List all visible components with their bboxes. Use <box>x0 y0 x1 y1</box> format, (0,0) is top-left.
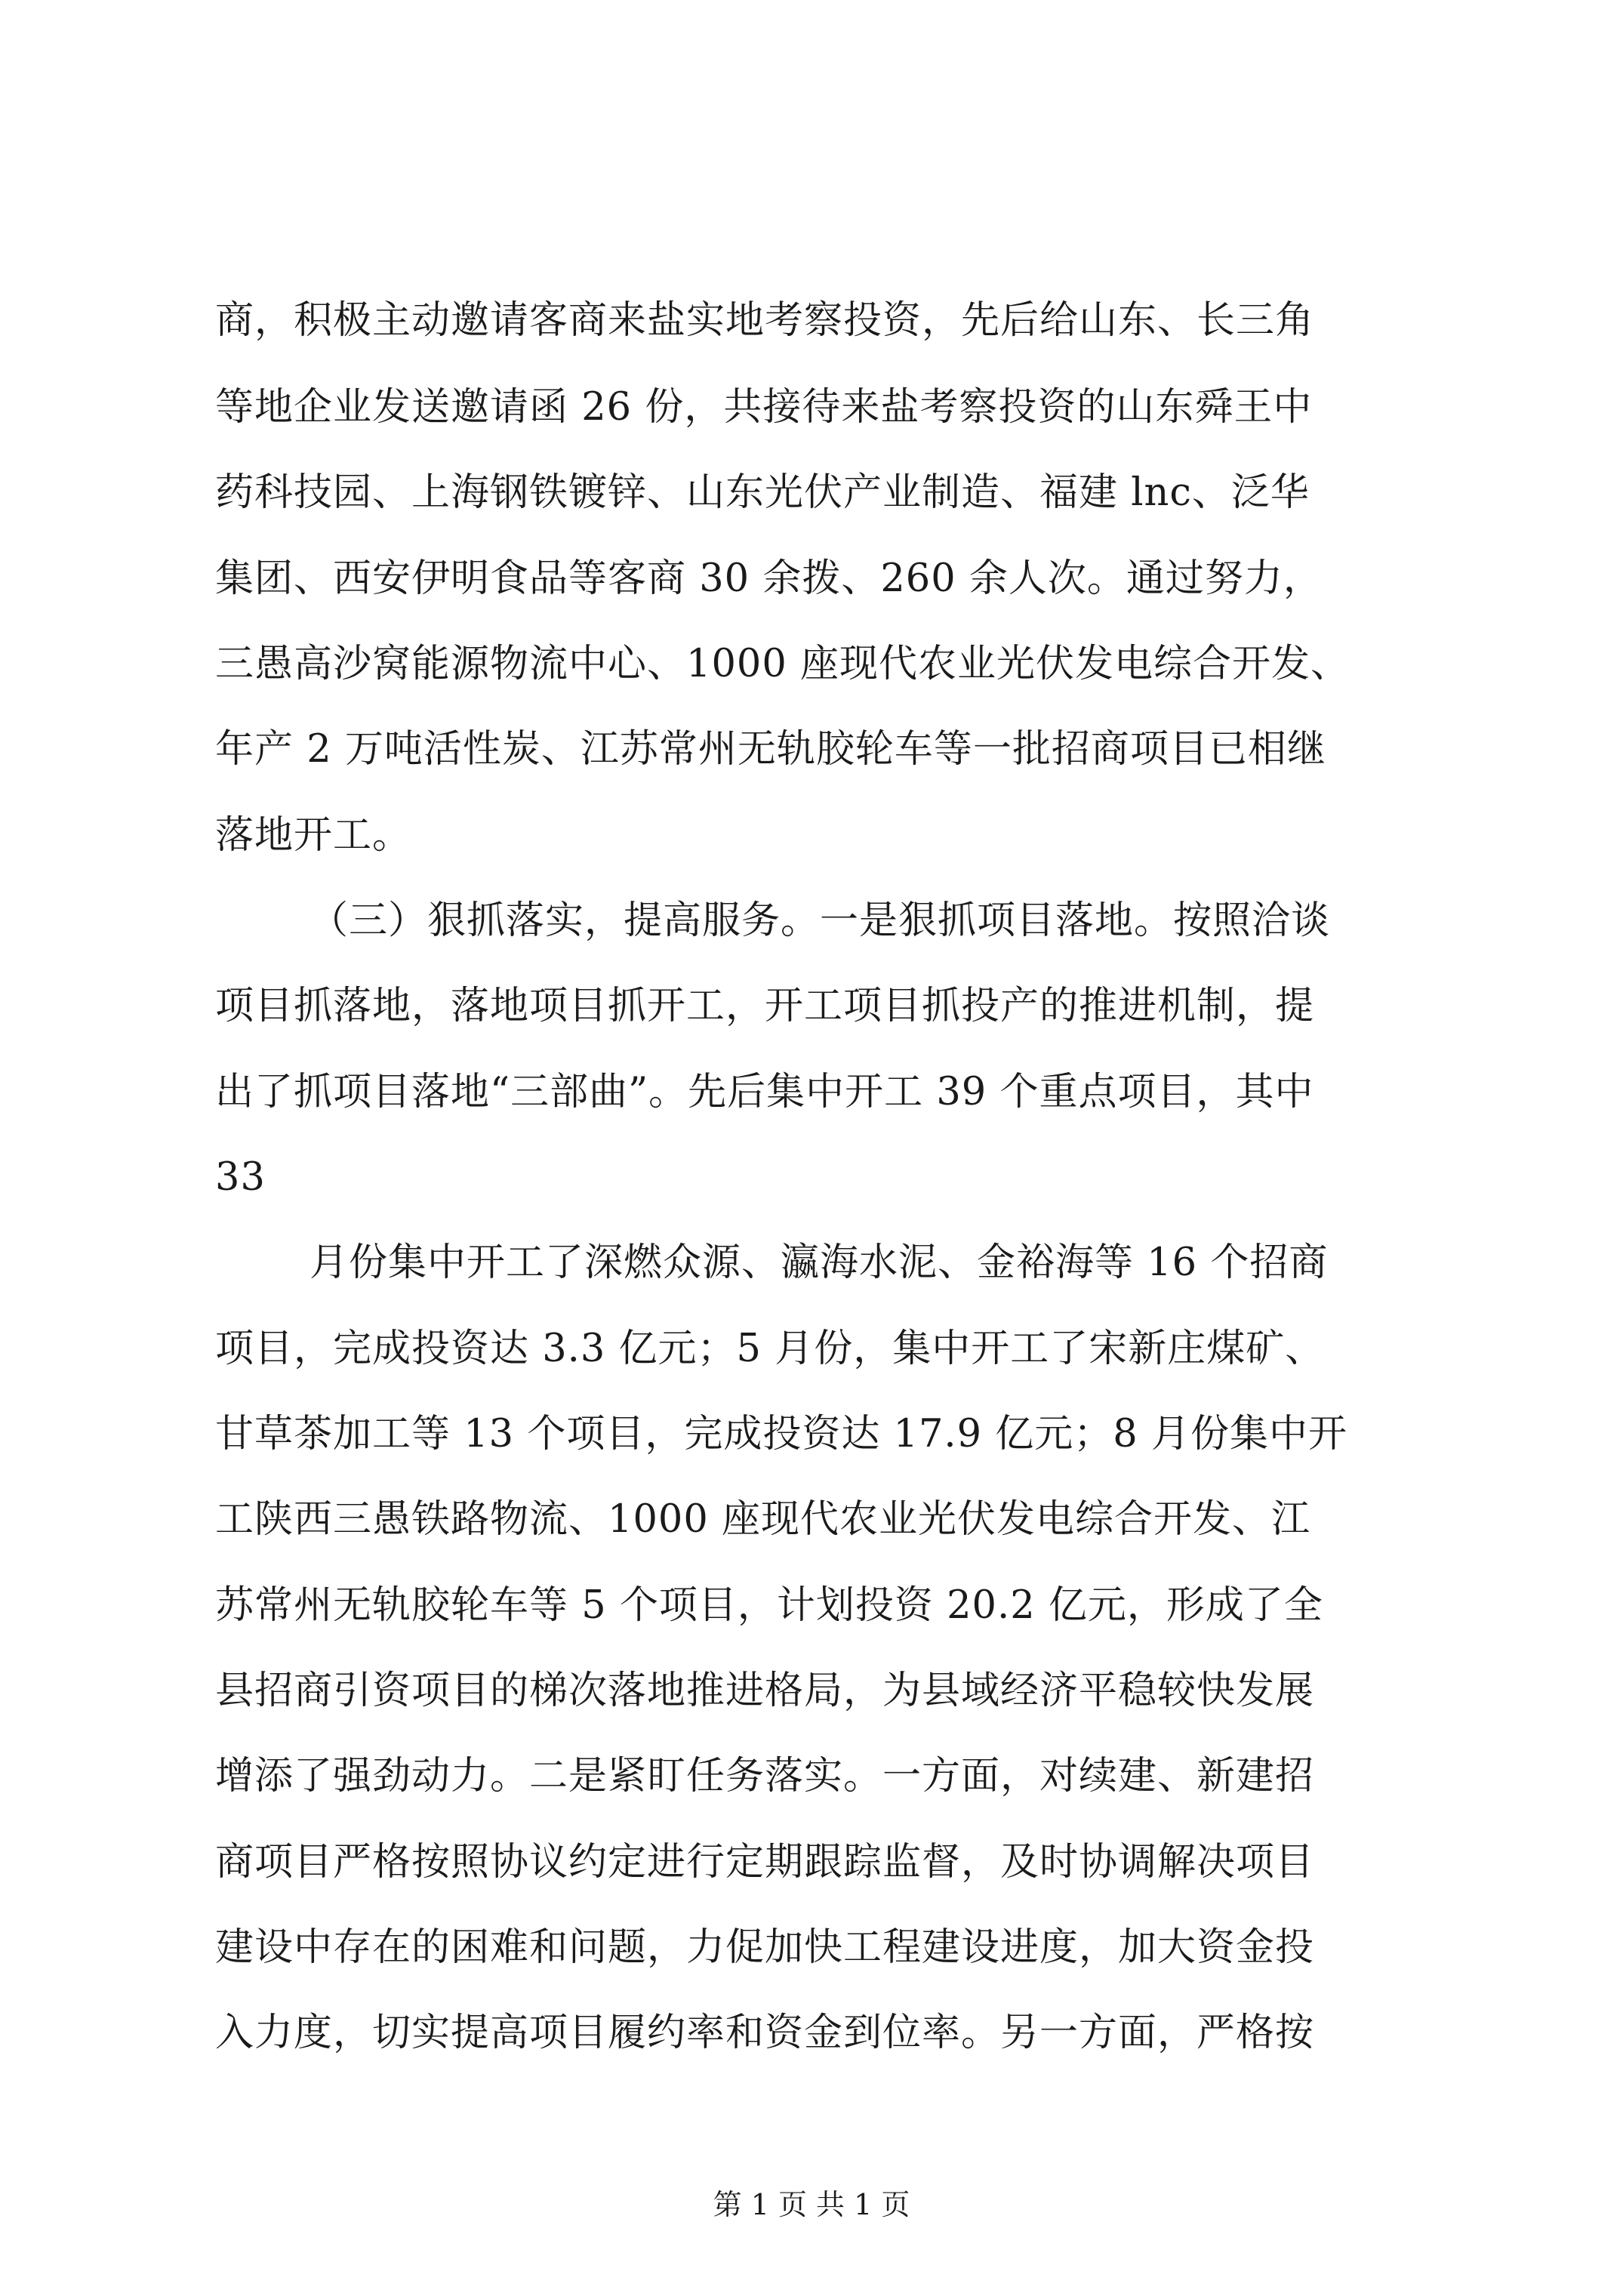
body-line-3: 药科技园、上海钢铁镀锌、山东光伏产业制造、福建 lnc、泛华 <box>215 470 1310 515</box>
body-line-11: 33 <box>215 1155 266 1200</box>
paragraph-start-line: 月份集中开工了深燃众源、瀛海水泥、金裕海等 16 个招商 <box>310 1240 1329 1285</box>
page-footer: 第 1 页 共 1 页 <box>713 2188 910 2221</box>
body-line-4: 集团、西安伊明食品等客商 30 余拨、260 余人次。通过努力， <box>215 556 1323 601</box>
body-line-1: 商，积极主动邀请客商来盐实地考察投资，先后给山东、长三角 <box>215 298 1315 343</box>
body-line-20: 建设中存在的困难和问题，力促加快工程建设进度，加大资金投 <box>215 1925 1315 1970</box>
body-line-21: 入力度，切实提高项目履约率和资金到位率。另一方面，严格按 <box>215 2011 1315 2055</box>
body-line-2: 等地企业发送邀请函 26 份，共接待来盐考察投资的山东舜王中 <box>215 385 1313 430</box>
body-line-9: 项目抓落地，落地项目抓开工，开工项目抓投产的推进机制，提 <box>215 984 1315 1028</box>
section-heading-line: （三）狠抓落实，提高服务。一是狠抓项目落地。按照洽谈 <box>310 898 1331 943</box>
body-line-18: 增添了强劲动力。二是紧盯任务落实。一方面，对续建、新建招 <box>215 1754 1315 1798</box>
body-line-6: 年产 2 万吨活性炭、江苏常州无轨胶轮车等一批招商项目已相继 <box>215 727 1326 772</box>
body-line-14: 甘草茶加工等 13 个项目，完成投资达 17.9 亿元；8 月份集中开 <box>215 1412 1347 1456</box>
body-line-10: 出了抓项目落地“三部曲”。先后集中开工 39 个重点项目，其中 <box>215 1070 1314 1114</box>
body-line-16: 苏常州无轨胶轮车等 5 个项目，计划投资 20.2 亿元，形成了全 <box>215 1583 1323 1628</box>
body-line-13: 项目，完成投资达 3.3 亿元；5 月份，集中开工了宋新庄煤矿、 <box>215 1327 1325 1371</box>
body-line-7: 落地开工。 <box>215 813 412 858</box>
body-line-17: 县招商引资项目的梯次落地推进格局，为县域经济平稳较快发展 <box>215 1669 1315 1713</box>
body-line-15: 工陕西三愚铁路物流、1000 座现代农业光伏发电综合开发、江 <box>215 1497 1311 1542</box>
body-line-19: 商项目严格按照协议约定进行定期跟踪监督，及时协调解决项目 <box>215 1840 1315 1885</box>
body-line-5: 三愚高沙窝能源物流中心、1000 座现代农业光伏发电综合开发、 <box>215 642 1350 686</box>
